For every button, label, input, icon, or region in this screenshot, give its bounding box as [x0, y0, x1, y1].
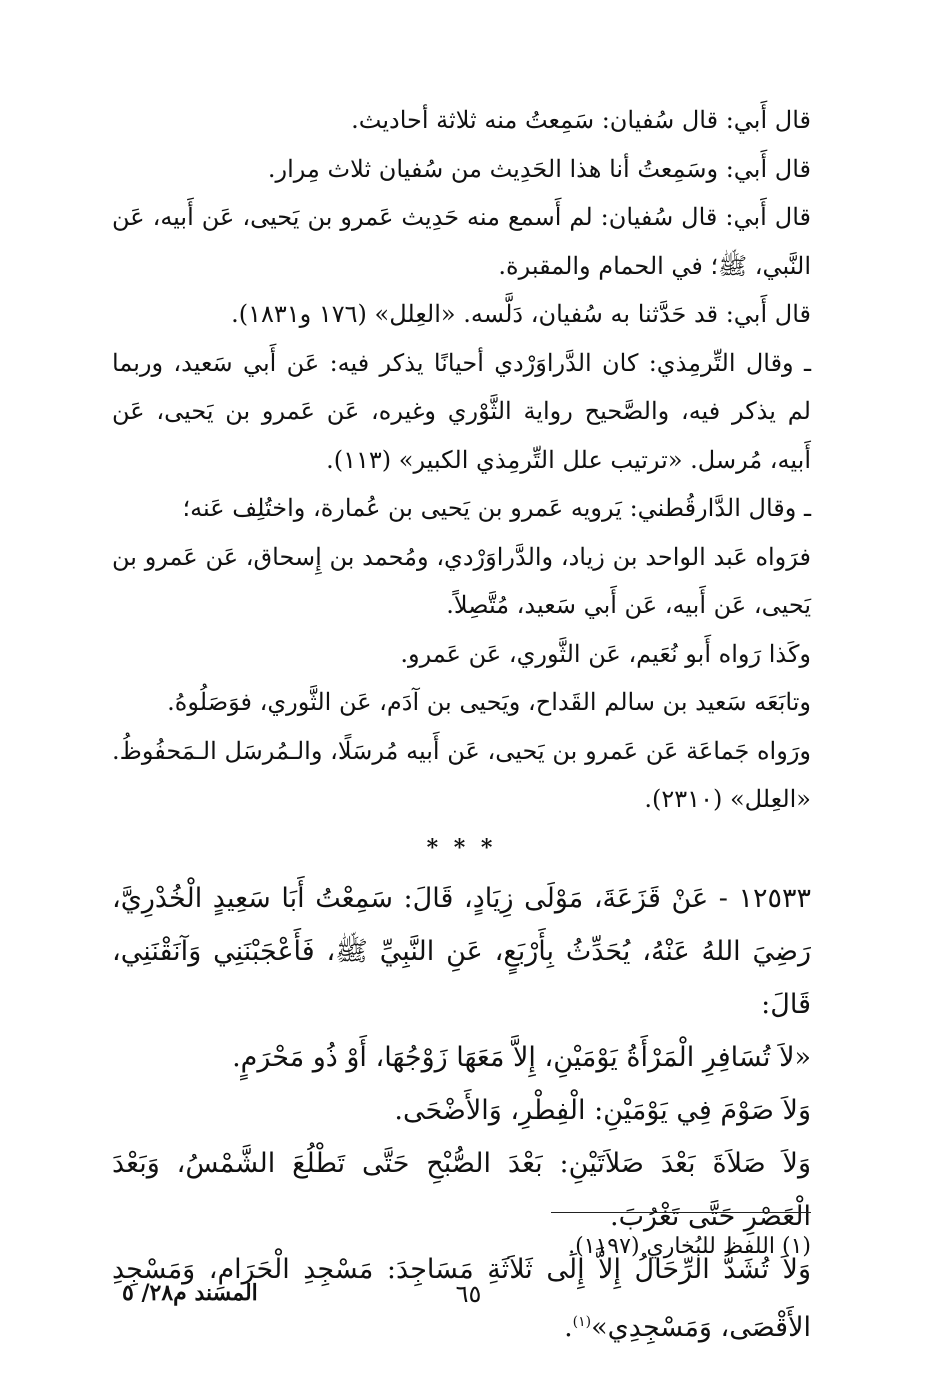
paragraph: قال أَبي: قال سُفيان: لم أَسمع منه حَدِيث عَمرو بن يَحيى، عَن أَبيه، عَن النَّبي، ﷺ؛ في الحمام والمقبرة.: [112, 203, 811, 280]
hadith-paragraph: وَلاَ تُشَدُّ الرِّحَالُ إِلاَّ إِلَى ثَلاَثَةِ مَسَاجِدَ: مَسْجِدِ الْحَرَامِ، وَمَسْجِدِ الأَقْصَى، وَمَسْجِدِي»$^{(١)}$.: [112, 1253, 811, 1343]
hadith-paragraph: ١٢٥٣٣ - عَنْ قَزَعَةَ، مَوْلَى زِيَادٍ، قَالَ: سَمِعْتُ أَبَا سَعِيدٍ الْخُدْرِيَّ، رَضِيَ اللهُ عَنْهُ، يُحَدِّثُ بِأَرْبَعٍ، عَنِ النَّبِيِّ ﷺ، فَأَعْجَبْنَنِي وَآنَقْنَنِي، قَالَ:: [112, 882, 811, 1020]
hadith-paragraph: وَلاَ صَوْمَ فِي يَوْمَيْنِ: الْفِطْرِ، وَالأَضْحَى.: [394, 1094, 811, 1126]
paragraph: وكَذا رَواه أَبو نُعَيم، عَن الثَّوري، عَن عَمرو.: [400, 639, 811, 668]
section-separator: * * *: [426, 834, 497, 861]
hadith-paragraph: وَلاَ صَلاَةَ بَعْدَ صَلاَتَيْنِ: بَعْدَ الصُّبْحِ حَتَّى تَطْلُعَ الشَّمْسُ، وَبَعْدَ الْعَصْرِ حَتَّى تَغْرُبَ.: [112, 1147, 811, 1232]
hadith-paragraph: «لاَ تُسَافِرِ الْمَرْأَةُ يَوْمَيْنِ، إِلاَّ مَعَهَا زَوْجُهَا، أَوْ ذُو مَحْرَمٍ.: [232, 1041, 811, 1073]
page-number: ٦٥: [455, 1280, 482, 1308]
paragraph: ـ وقال التِّرمِذي: كان الدَّراوَرْدي أحيانًا يذكر فيه: عَن أَبي سَعيد، وربما لم يذكر فيه، والصَّحيح رواية الثَّوْري وغيره، عَن عَمرو بن يَحيى، عَن أَبيه، مُرسل. «ترتيب علل التِّرمِذي الكبير» (١١٣).: [112, 348, 812, 474]
print-signature: المسند م٢٨/ ٥: [122, 1280, 258, 1306]
paragraph: وتابَعَه سَعيد بن سالم القَداح، ويَحيى بن آدَم، عَن الثَّوري، فوَصَلُوهُ.: [167, 688, 811, 716]
main-text: [112, 96, 811, 1354]
footnote-divider: [551, 1212, 811, 1213]
paragraph: قال أَبي: قد حَدَّثنا به سُفيان، دَلَّسه. «العِلل» (١٧٦ و١٨٣١).: [231, 300, 811, 328]
footnote-marker[interactable]: (١): [572, 1313, 592, 1330]
footnote: (١) اللفظ للبُخاري (١١٩٧).: [568, 1234, 811, 1259]
paragraph: ـ وقال الدَّارقُطني: يَرويه عَمرو بن يَحيى بن عُمارة، واختُلِف عَنه؛: [182, 494, 811, 522]
paragraph: قال أَبي: قال سُفيان: سَمِعتُ منه ثلاثة أحاديث.: [351, 106, 811, 134]
paragraph: ورَواه جَماعَة عَن عَمرو بن يَحيى، عَن أَبيه مُرسَلًا، والـمُرسَل الـمَحفُوظُ. «العِلل» (٢٣١٠).: [112, 736, 811, 813]
paragraph: قال أَبي: وسَمِعتُ أنا هذا الحَدِيث من سُفيان ثلاث مِرار.: [267, 154, 811, 183]
hadith-last-line: وَلاَ تُشَدُّ الرِّحَالُ إِلاَّ إِلَى ثَلاَثَةِ مَسَاجِدَ: مَسْجِدِ الْحَرَامِ، وَمَسْجِدِ الأَقْصَى، وَمَسْجِدِي»: [112, 1253, 811, 1343]
paragraph: فرَواه عَبد الواحد بن زياد، والدَّراوَرْدي، ومُحمد بن إِسحاق، عَن عَمرو بن يَحيى، عَن أَبيه، عَن أَبي سَعيد، مُتَّصِلاً.: [112, 542, 811, 619]
